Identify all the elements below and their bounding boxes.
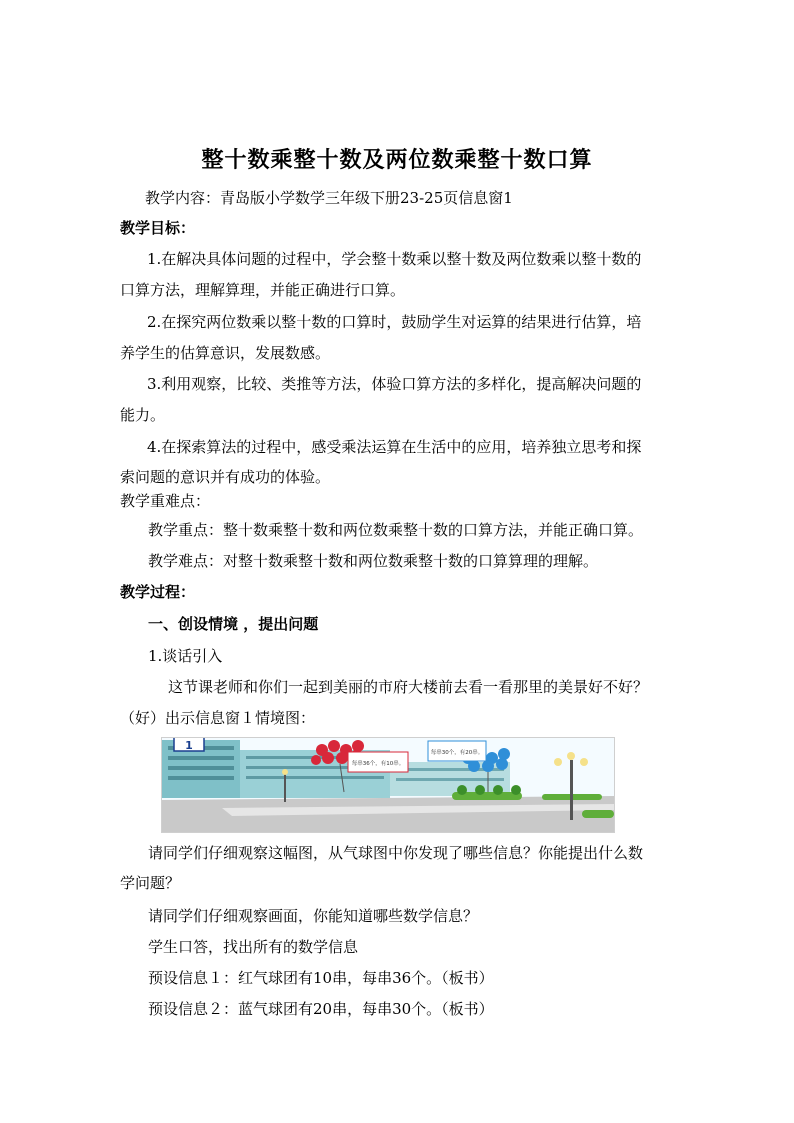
difficulty-heading: 教学重难点： (120, 492, 211, 510)
preset-info-1: 预设信息１：红气球团有10串，每串36个。（板书） (148, 969, 494, 987)
goal-line: 能力。 (120, 406, 166, 424)
teaching-content: 教学内容：青岛版小学数学三年级下册23-25页信息窗1 (145, 189, 513, 207)
section-heading: 一、创设情境 ，提出问题 (148, 615, 319, 633)
preset-info-2: 预设信息２：蓝气球团有20串，每串30个。（板书） (148, 1000, 494, 1018)
intro-line: 这节课老师和你们一起到美丽的市府大楼前去看一看那里的美景好不好？ (168, 678, 649, 696)
goal-line: 4.在探索算法的过程中，感受乘法运算在生活中的应用，培养独立思考和探 (147, 438, 642, 456)
goal-line: 2.在探究两位数乘以整十数的口算时，鼓励学生对运算的结果进行估算，培 (147, 313, 642, 331)
goal-line: 口算方法，理解算理，并能正确进行口算。 (120, 281, 406, 299)
difficult-point: 教学难点：对整十数乘整十数和两位数乘整十数的口算算理的理解。 (148, 552, 599, 570)
question-line: 请同学们仔细观察这幅图，从气球图中你发现了哪些信息？你能提出什么数 (148, 844, 644, 862)
goal-line: 养学生的估算意识，发展数感。 (120, 344, 331, 362)
goals-heading: 教学目标： (120, 219, 196, 237)
goal-line: 1.在解决具体问题的过程中，学会整十数乘以整十数及两位数乘以整十数的 (147, 250, 642, 268)
answer-line: 学生口答，找出所有的数学信息 (148, 938, 359, 956)
observe-line: 请同学们仔细观察画面，你能知道哪些数学信息？ (148, 907, 479, 925)
goal-line: 3.利用观察，比较、类推等方法，体验口算方法的多样化，提高解决问题的 (147, 375, 642, 393)
question-line: 学问题？ (120, 874, 181, 892)
process-heading: 教学过程： (120, 583, 196, 601)
key-point: 教学重点：整十数乘整十数和两位数乘整十数的口算方法，并能正确口算。 (148, 521, 644, 539)
step-heading: 1.谈话引入 (148, 647, 223, 665)
goal-line: 索问题的意识并有成功的体验。 (120, 468, 331, 486)
red-balloon-tag: 每串36个，有10串。 (351, 761, 405, 767)
situation-illustration (161, 737, 615, 833)
intro-line: （好）出示信息窗１情境图： (120, 709, 316, 727)
document-title: 整十数乘整十数及两位数乘整十数口算 (201, 148, 593, 173)
blue-balloon-tag: 每串30个，有20串。 (430, 750, 484, 756)
window-number: 1 (185, 739, 193, 752)
